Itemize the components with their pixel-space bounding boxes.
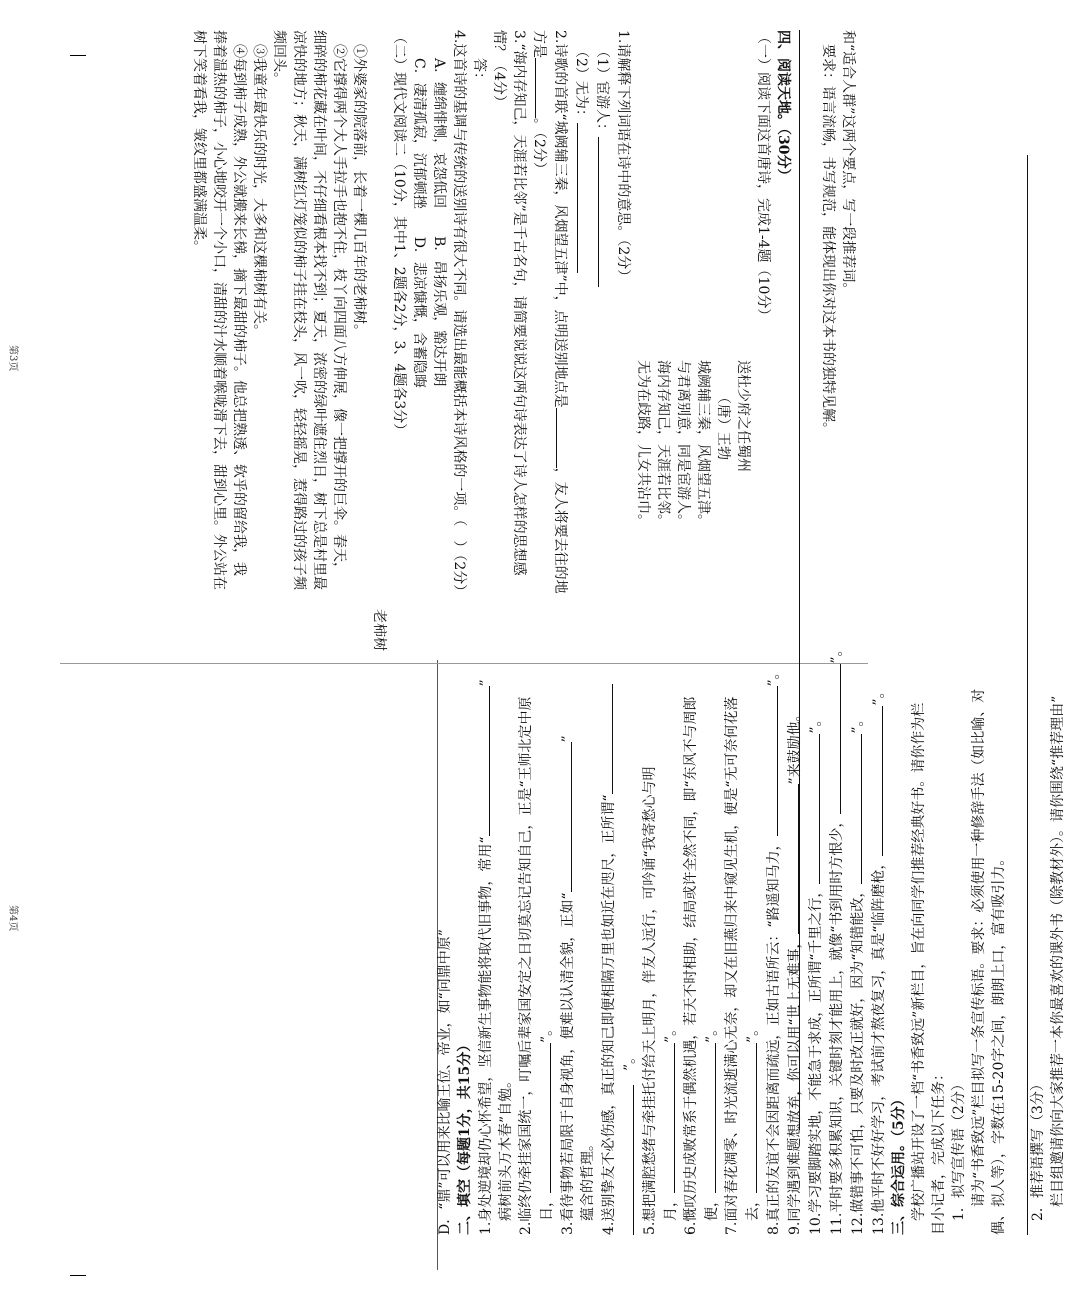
task-1-body: 请为“书香致远”栏目拟写一条宣传标语。要求：必须使用一种修辞手法（如比喻、对 — [971, 688, 987, 1235]
paragraph-4: ④每到柿子成熟，外公就搬来长梯，摘下最甜的柿子。他总把熟透、软乎的留给我，我 — [231, 30, 247, 576]
fill-q10: 10.学习要脚踏实地，不能急于求成，正所谓“千里之行，”。 — [805, 35, 826, 1235]
fill-q6: 6.慨叹历史成败常系于偶然机遇，若天不时相助，结局或许全然不同，即“东风不与周郎 — [683, 696, 699, 1235]
fill-q8: 8.真正的友谊不会因距离而疏远，正如古语所云：“路遥知马力，”。 — [763, 35, 784, 1235]
poem-line-4: 无为在歧路，儿女共沾巾。 — [635, 360, 651, 528]
fill-q11: 11.平时要多积累知识，关键时刻才能用上，就像“书到用时方恨少，”。 — [826, 35, 847, 1235]
fill-q7: 7.面对春花凋零、时光流逝满心无奈，却又在旧燕归来中窥见生机，便是“无可奈何花落 — [724, 696, 740, 1235]
paragraph-3: ③我童年最快乐的时光，大多和这棵柿树有关。 — [251, 30, 267, 338]
fill-q12: 12.做错事不可怕，只要及时改正就好，因为“知错能改，”。 — [847, 35, 868, 1235]
fill-q4-cont: ”。 — [619, 35, 640, 1235]
fill-q9: 9.同学遇到难题想放弃，你可以用“世上无难事，”来鼓励他。 — [784, 35, 805, 1235]
article-title: 老柿树 — [371, 609, 387, 651]
answer-blank[interactable] — [535, 58, 550, 118]
reading-q1-1: （1）宦游人： — [592, 30, 613, 1230]
task-2-body: 栏目组邀请你向大家推荐一本你最喜欢的课外书（除教材外）。请你围绕“推荐理由” — [1050, 695, 1066, 1235]
section-3-heading: 三、综合运用。（5分） — [891, 1092, 907, 1235]
poem-line-2: 与君离别意，同是宦游人。 — [675, 360, 691, 528]
fill-q2: 2.临终仍牵挂家国统一，叮嘱后辈家国安定之日切莫忘记告知自己，正是“王师北定中原 — [518, 696, 534, 1235]
task-2-requirement: 要求：语言流畅，书写规范，能体现出你对这本书的独特见解。 — [820, 30, 836, 436]
poem-line-3: 海内存知己，天涯若比邻。 — [655, 360, 671, 528]
option-cd: C．凄清孤寂，沉郁顿挫 D．悲凉慷慨，含蓄隐晦 — [411, 44, 427, 388]
fill-q3: 3.看待事物若局限于自身视角，便难以认清全貌，正如“” — [557, 35, 578, 1235]
crop-mark — [70, 55, 86, 56]
reading-1-intro: （一）阅读下面这首唐诗，完成1-4题（10分） — [755, 30, 771, 323]
paragraph-2-cont: 细碎的柿花藏在叶间，不仔细看根本找不到；夏天，浓密的绿叶遮住烈日，树下总是村里最 — [311, 30, 327, 590]
reading-2-intro: （二）现代文阅读二（10分，其中1、2题各2分，3、4题各3分） — [391, 30, 407, 438]
paragraph-2-end: 频回头。 — [271, 30, 287, 86]
fill-q4: 4.送别挚友不必伤感，真正的知己即便相隔万里也如近在咫尺，正所谓“ — [598, 35, 619, 1235]
fill-q5: 5.想把满腔愁绪与牵挂托付给天上明月，伴友人远行，可吟诵“我寄愁心与明 — [642, 766, 658, 1235]
section-3-intro: 学校广播站开设了一档“书香致远”新栏目，旨在向同学们推荐经典好书。请你作为栏 — [911, 702, 927, 1235]
task-1-title: 1．拟写宣传语（2分） — [951, 1077, 967, 1235]
page-number-3: 第3页 — [7, 345, 18, 372]
reading-q3-cont: 情？（4分） — [491, 30, 507, 109]
answer-blank[interactable] — [556, 408, 571, 468]
option-ab: A．缠绵悱恻，哀怨低回 B．昂扬乐观，豁达开朗 — [431, 44, 447, 387]
reading-q3-answer[interactable]: 答： — [471, 30, 487, 86]
fill-q5-cont: 月，”。 — [660, 35, 681, 1235]
paragraph-1: ①外婆家的院落前，长着一棵几百年的老柿树。 — [351, 30, 367, 338]
fill-q7-cont: 去，”。 — [742, 35, 763, 1235]
reading-q3: 3.“海内存知己，天涯若比邻”是千古名句，请简要说说这两句诗表达了诗人怎样的思想感 — [511, 30, 527, 576]
paragraph-2-cont: 凉快的地方；秋天，满树红灯笼似的柿子挂在枝头，风一吹，轻轻摇晃，惹得路过的孩子频 — [291, 30, 307, 590]
fill-q3-cont: 蕴含的哲理。 — [580, 1137, 596, 1235]
answer-blank[interactable] — [598, 137, 613, 287]
task-2-title: 2．推荐语撰写（3分） — [1030, 1077, 1046, 1235]
crop-mark — [70, 1275, 86, 1276]
section-4-heading: 四、阅读天地。（30分） — [775, 30, 791, 183]
poem-line-1: 城阙辅三秦，风烟望五津。 — [695, 360, 711, 528]
paragraph-4-cont: 捧着温热的柿子，小心地咬开一个小口，清甜的汁水顺着喉咙滑下去，甜到心里。外公站在 — [211, 30, 227, 590]
fill-q13: 13.他平时不好好学习，考试前才熬夜复习，真是“临阵磨枪，”。 — [868, 35, 889, 1235]
section-3-intro-cont: 目小记者，完成以下任务： — [931, 1067, 947, 1235]
answer-line[interactable] — [1009, 155, 1028, 1235]
reading-q2: 2.诗歌的首联“城阙辅三秦，风烟望五津”中，点明送别地点是，友人将要去往的地 — [550, 30, 571, 1230]
poem-title: 送杜少府之任蜀州 — [735, 360, 751, 472]
paragraph-4-end: 树下笑着看我，皱纹里都盛满温柔。 — [191, 30, 207, 254]
answer-blank[interactable] — [577, 123, 592, 273]
fill-q1: 1.身处逆境却仍心怀希望，坚信新生事物能将取代旧事物，常用“” — [475, 35, 496, 1235]
answer-line[interactable] — [799, 30, 818, 1130]
answer-blank[interactable] — [868, 706, 883, 856]
page-number-4: 第4页 — [7, 905, 18, 932]
poem-author: （唐）王勃 — [715, 390, 731, 460]
task-1-body-cont: 偶、拟人等），字数在15-20字之间，朗朗上口，富有吸引力。 — [991, 851, 1007, 1235]
fill-q6-cont: 便，”。 — [701, 35, 722, 1235]
section-2-heading: 二、填空（每题1分，共15分） — [457, 1037, 473, 1235]
fill-q2-cont: 日，”。 — [536, 35, 557, 1235]
fill-q1-cont: 病树前头万木春”自勉。 — [498, 1073, 514, 1235]
reading-q1: 1.请解释下列词语在诗中的意思。（2分） — [615, 30, 631, 284]
reading-q2-cont: 方是。（2分） — [529, 30, 550, 1230]
paragraph-2: ②它撑得两个大人手拉手也抱不住，枝丫向四面八方伸展，像一把撑开的巨伞。春天， — [331, 30, 347, 576]
reading-q4: 4.这首诗的基调与传统的送别诗有很大不同。请选出最能概括本诗风格的一项。（ ）（2分） — [451, 30, 467, 599]
option-d-line: D．“鼎”可以用来比喻王位、帝业，如“问鼎中原” — [437, 929, 453, 1235]
reading-q1-2: （2）无为： — [571, 30, 592, 1230]
task-2-body-cont: 和“适合人群”这两个要点，写一段推荐词。 — [840, 30, 856, 297]
